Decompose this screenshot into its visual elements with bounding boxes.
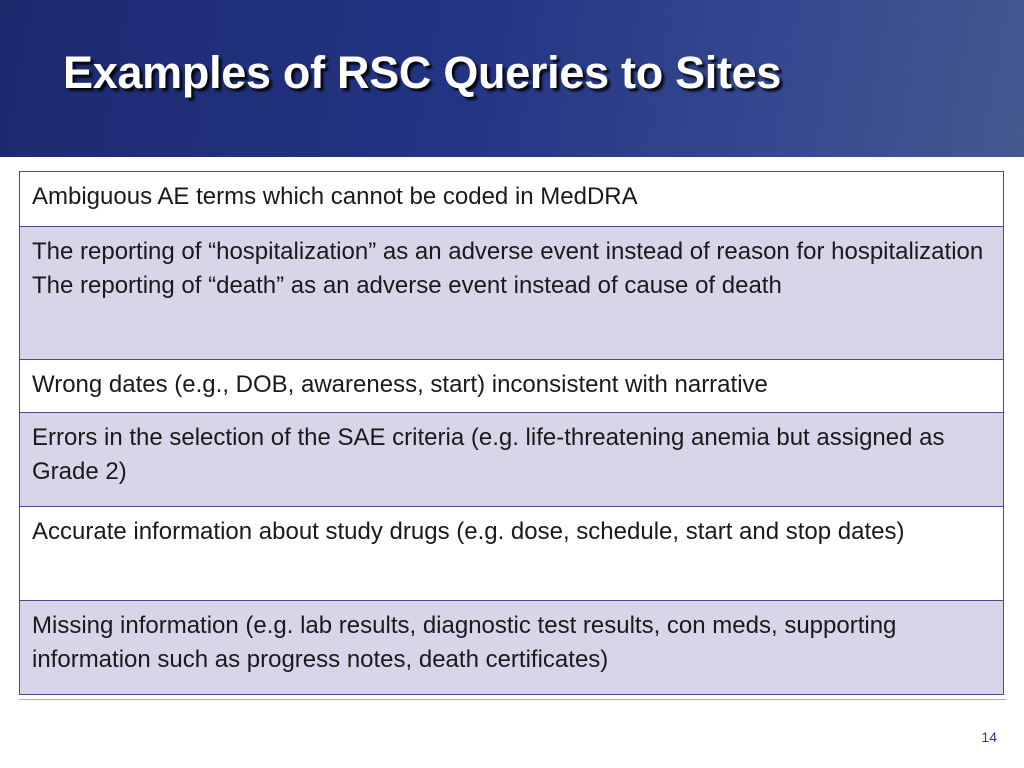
cell-text: Errors in the selection of the SAE criteria (e.g. life-threatening anemia but assigned as Grade 2) xyxy=(32,424,945,485)
cell-text: The reporting of “hospitalization” as an adverse event instead of reason for hospitalization xyxy=(32,238,984,265)
table-row xyxy=(20,227,1004,360)
table-row xyxy=(20,172,1004,227)
footer-divider xyxy=(19,699,1006,700)
table-cell xyxy=(20,360,1004,413)
table-cell xyxy=(20,507,1004,601)
table-row xyxy=(20,413,1004,507)
cell-text: Missing information (e.g. lab results, diagnostic test results, con meds, supporting information such as progress notes, death certificates) xyxy=(32,612,897,673)
table-row xyxy=(20,507,1004,601)
cell-text: The reporting of “death” as an adverse event instead of cause of death xyxy=(32,272,782,299)
table-cell xyxy=(20,601,1004,695)
title-banner xyxy=(0,0,1024,157)
page-number: 14 xyxy=(981,729,997,745)
table-row xyxy=(20,601,1004,695)
queries-table xyxy=(19,171,1004,695)
cell-text: Ambiguous AE terms which cannot be coded in MedDRA xyxy=(32,183,638,210)
table-row xyxy=(20,360,1004,413)
table-cell xyxy=(20,413,1004,507)
cell-text: Wrong dates (e.g., DOB, awareness, start) inconsistent with narrative xyxy=(32,371,768,398)
table-cell xyxy=(20,172,1004,227)
table-cell xyxy=(20,227,1004,360)
slide-title: Examples of RSC Queries to Sites xyxy=(63,47,782,98)
cell-text: Accurate information about study drugs (e.g. dose, schedule, start and stop dates) xyxy=(32,518,905,545)
